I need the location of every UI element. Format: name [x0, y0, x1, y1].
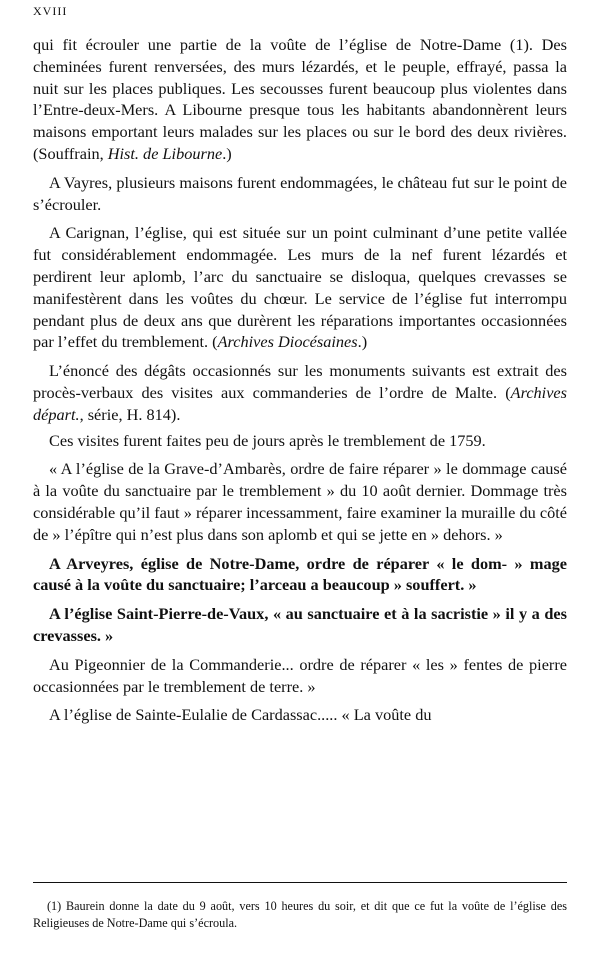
footnote: (1) Baurein donne la date du 9 août, vers 10 heures du soir, et dit que ce fut la voûte de l’église des Religieuses de Notre-Dame qui s’écroula.	[33, 899, 567, 930]
quoted-paragraph	[33, 458, 567, 545]
text-run: A l’église Saint-Pierre-de-Vaux, « au sanctuaire et à la sacristie » il y a des crevasses. »	[33, 604, 567, 645]
text-run: , série, H. 814).	[79, 404, 181, 424]
italic-citation: Archives départ.	[33, 382, 567, 424]
text-run: A Carignan, l’église, qui est située sur un point culminant d’une petite vallée fut considérablement endommagée. Les murs de la nef furent lézardés et perdirent leur aplomb, l’arc du sanctuaire se disloqua, quelques crevasses se manifestèrent dans les voûtes du chœur. Le service de l’église fut interrompu pendant plus de deux ans que durèrent les réparations importantes occasionnées par l’effet du tremblement. (	[33, 223, 567, 352]
text-run: A Arveyres, église de Notre-Dame, ordre de réparer « le dom- » mage causé à la voûte du sanctuaire; l’arceau a beaucoup » souffert. »	[33, 553, 567, 595]
paragraph	[33, 430, 567, 452]
quoted-paragraph	[33, 654, 567, 698]
text-run: qui fit écrouler une partie de la voûte de l’église de Notre-Dame (1). Des cheminées furent renversées, des murs lézardés, et le peuple, effrayé, passa la nuit sur les places publiques. Les secousses furent beaucoup plus violentes dans l’Entre-deux-Mers. A Libourne presque tous les habitants abandonnèrent leurs maisons emportant leurs malades sur les places ou sur le bord des deux rivières. (Souffrain,	[33, 35, 567, 163]
italic-citation: Hist. de Libourne	[107, 143, 223, 163]
text-run: .)	[357, 332, 368, 352]
paragraph	[33, 172, 567, 216]
paragraph	[33, 704, 567, 726]
text-run: A l’église de Sainte-Eulalie de Cardassac..... « La voûte du	[49, 705, 432, 725]
text-run: « A l’église de la Grave-d’Ambarès, ordre de faire réparer » le dommage causé à la voûte du sanctuaire par le tremblement » du 10 août dernier. Dommage très considérable qu’il faut » réparer incessamment, faire examiner la muraille du côté de » l’épître qui n’est plus dans son aplomb et qui se jette en » dehors. »	[33, 459, 567, 544]
italic-citation: Archives Diocésaines	[217, 332, 358, 352]
paragraph	[33, 34, 567, 165]
text-run: Ces visites furent faites peu de jours après le tremblement de 1759.	[49, 430, 486, 450]
quoted-paragraph	[33, 603, 567, 647]
text-run: .)	[222, 143, 232, 163]
paragraph	[33, 222, 567, 353]
text-run: L’énoncé des dégâts occasionnés sur les monuments suivants est extrait des procès-verbaux des visites aux commanderies de l’ordre de Malte. (	[33, 361, 567, 402]
text-run: A Vayres, plusieurs maisons furent endommagées, le château fut sur le point de s’écrouler.	[33, 172, 567, 214]
paragraph	[33, 360, 567, 425]
page-number: XVIII	[33, 4, 68, 18]
footnote-divider	[33, 882, 567, 883]
body-text	[33, 34, 567, 733]
quoted-paragraph	[33, 553, 567, 597]
text-run: Au Pigeonnier de la Commanderie... ordre de réparer « les » fentes de pierre occasionnées par le tremblement de terre. »	[33, 654, 567, 696]
